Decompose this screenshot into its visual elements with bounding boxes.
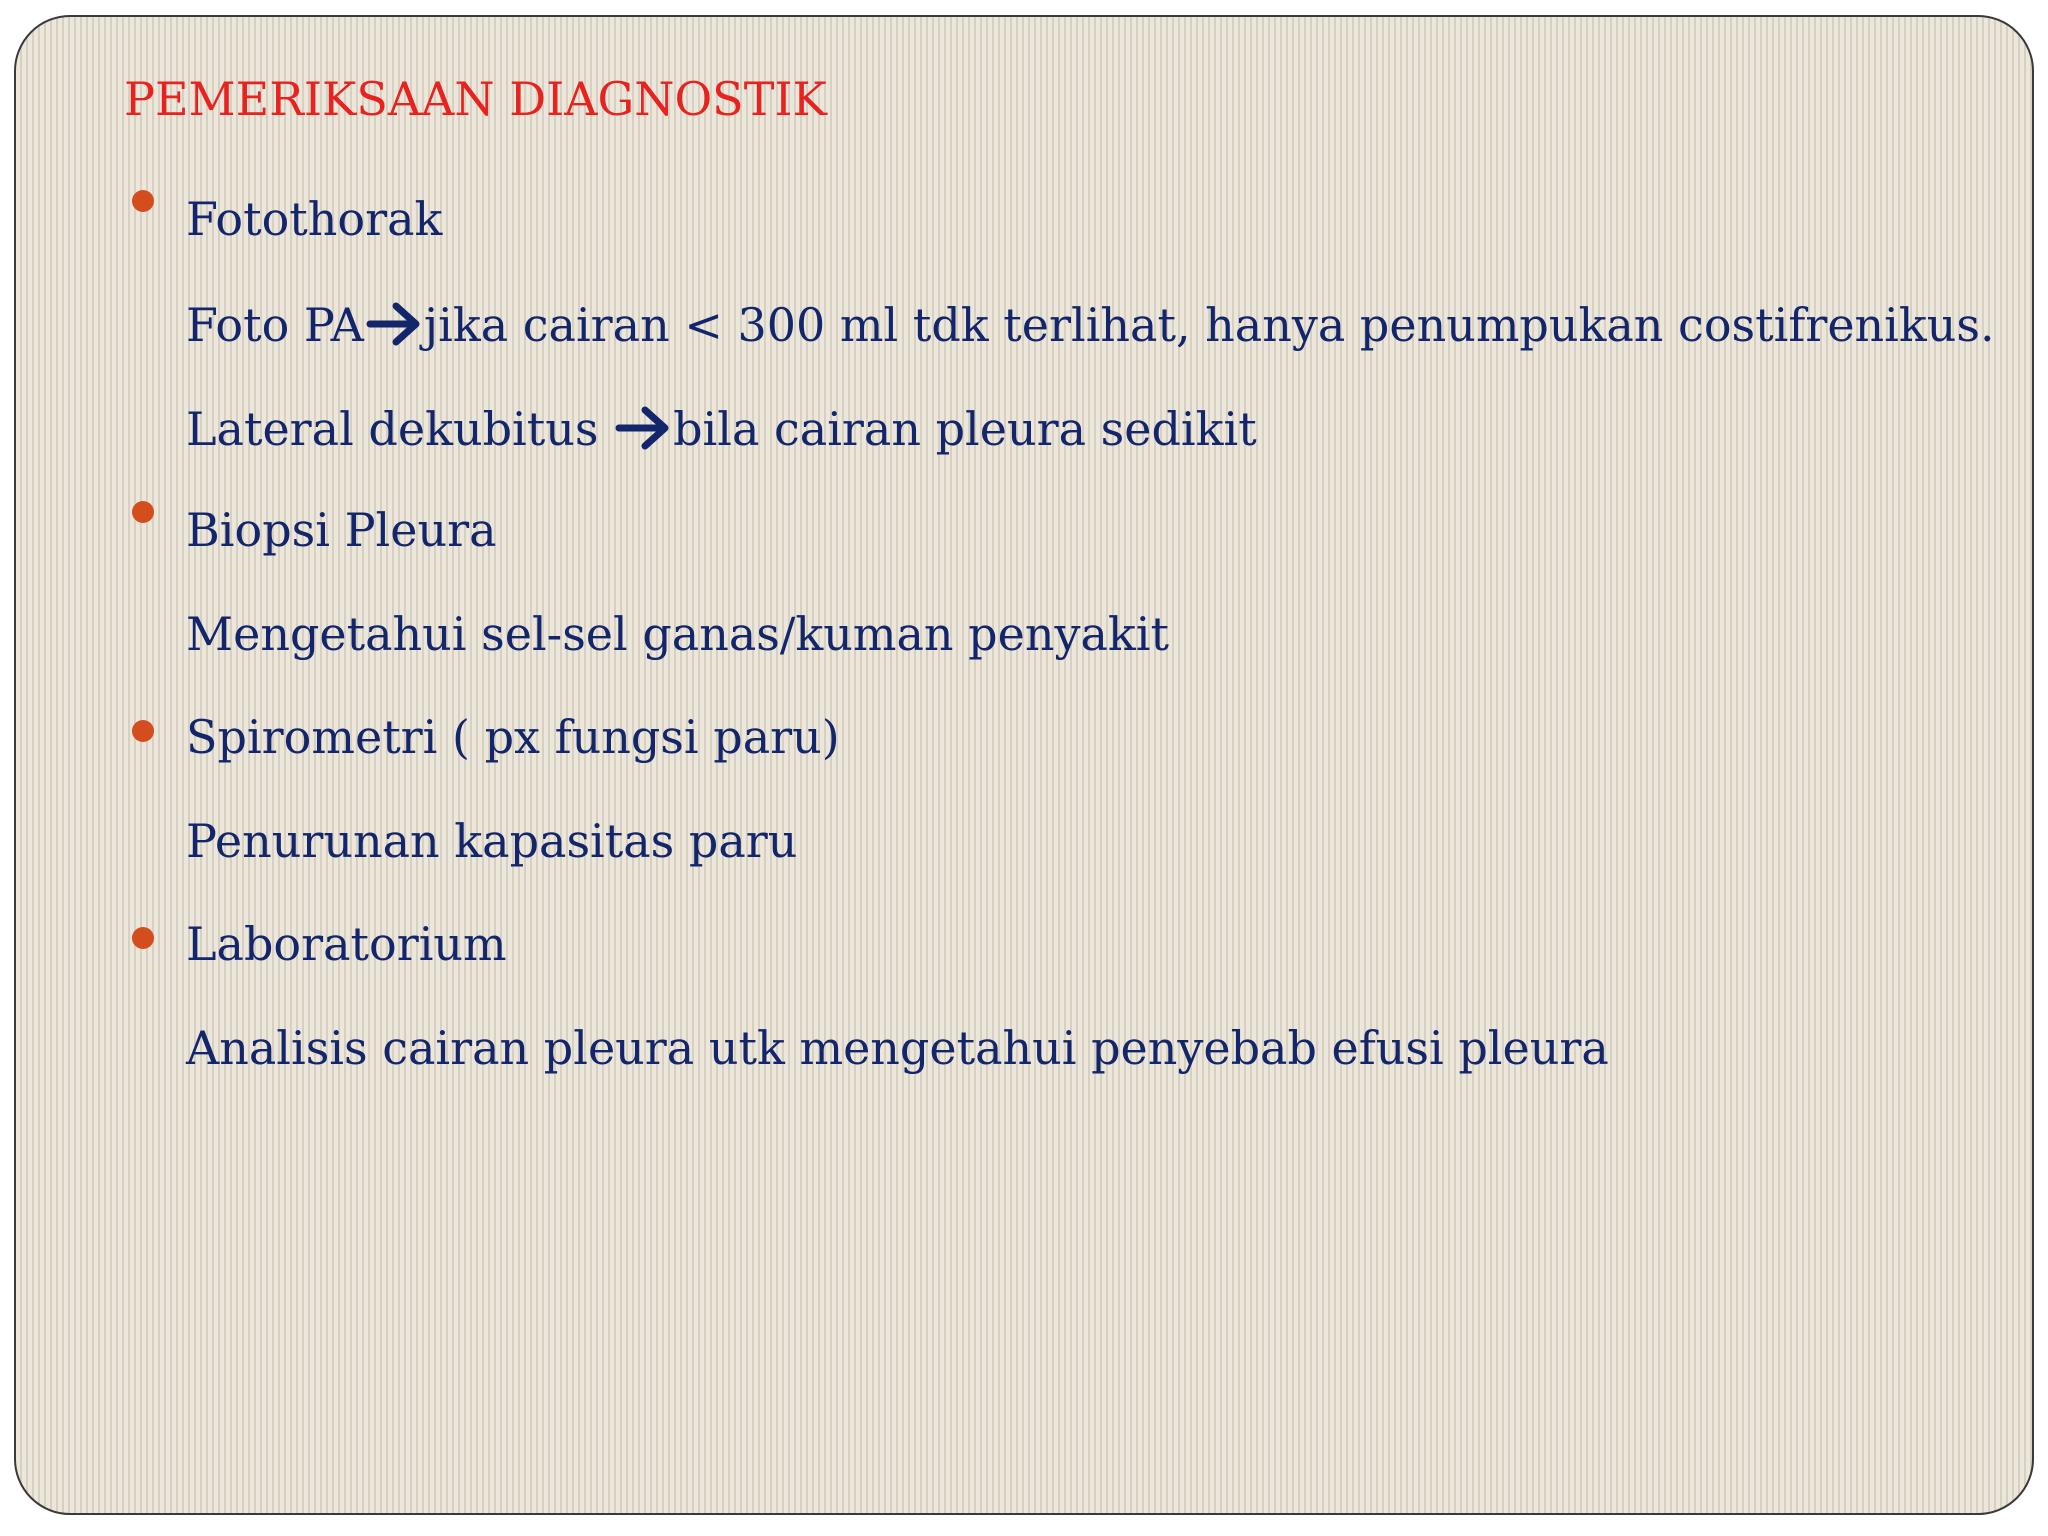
detail-laboratorium: Analisis cairan pleura utk mengetahui penyebab efusi pleura xyxy=(186,1021,1609,1075)
detail-biopsi-pleura: Mengetahui sel-sel ganas/kuman penyakit xyxy=(186,607,1169,661)
detail-spirometri: Penurunan kapasitas paru xyxy=(186,814,798,868)
item-heading-spirometri: Spirometri ( px fungsi paru) xyxy=(186,710,840,764)
slide xyxy=(14,15,2034,1515)
detail-lateral-dekubitus-label: Lateral dekubitus xyxy=(186,402,614,456)
item-heading-laboratorium: Laboratorium xyxy=(186,917,507,971)
bullet-icon xyxy=(132,927,154,949)
bullet-icon xyxy=(132,190,154,212)
bullet-icon xyxy=(132,501,154,523)
detail-foto-pa-label: Foto PA xyxy=(186,298,364,352)
item-heading-fotothorak: Fotothorak xyxy=(186,192,443,246)
right-arrow-icon xyxy=(366,301,422,347)
right-arrow-icon xyxy=(615,405,671,451)
detail-lateral-dekubitus xyxy=(186,399,1257,459)
bullet-icon xyxy=(132,720,154,742)
detail-lateral-dekubitus-text: bila cairan pleura sedikit xyxy=(673,402,1257,456)
slide-title: PEMERIKSAAN DIAGNOSTIK xyxy=(124,72,827,126)
detail-foto-pa-text: jika cairan < 300 ml tdk terlihat, hanya penumpukan costifrenikus. xyxy=(423,298,1995,352)
detail-foto-pa xyxy=(186,295,1995,355)
item-heading-biopsi-pleura: Biopsi Pleura xyxy=(186,503,497,557)
